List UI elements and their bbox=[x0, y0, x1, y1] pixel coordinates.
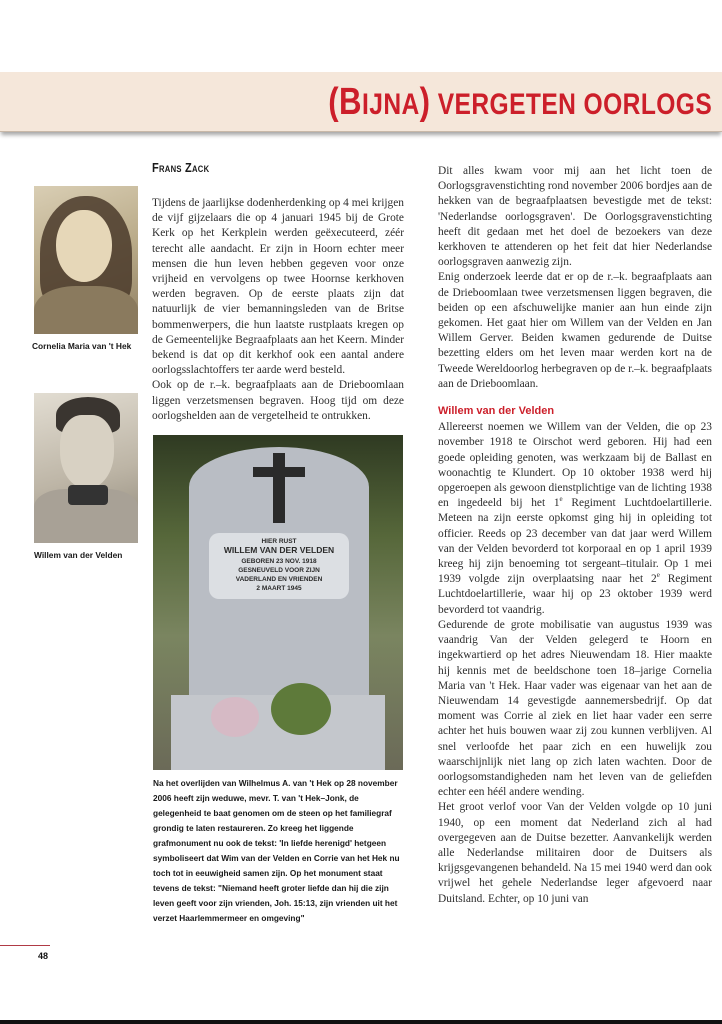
portrait-cornelia-photo bbox=[34, 186, 138, 334]
title-band bbox=[0, 72, 722, 132]
gravestone-plaque bbox=[209, 533, 349, 599]
text-run: Regiment Luchtdoelartillerie. Meteen na zijn eerste opkomst ging hij in opleiding tot officier. Reeds op 23 december van dat jaar werd Willem van der Velden bevorderd tot korporaal en op 1 april 1939 kreeg hij zijn benoeming tot sergeant–titulair. Op 1 mei 1939 volgde zijn overplaatsing naar het 2 bbox=[438, 497, 712, 586]
gravestone-photo bbox=[153, 435, 403, 770]
text-run: Allereerst noemen we Willem van der Velden, die op 23 november 1918 te Oirschot werd geboren. Hij had een goede opleiding genoten, was werkzaam bij de Ballast en woonachtig te Klundert. Op 10 oktober 1938 werd hij opgeroepen als gewoon dienstplichtige van de lichting 1938 en ingedeeld bij het 1 bbox=[438, 421, 712, 510]
text-run: Regiment Luchtdoelartillerie, waar hij op 23 oktober 1939 werd bevorderd tot vaandrig. bbox=[438, 573, 712, 616]
title-word: IJNA bbox=[361, 88, 420, 121]
bottom-edge bbox=[0, 1020, 722, 1024]
gravestone-text: VADERLAND EN VRIENDEN bbox=[235, 576, 323, 583]
portrait-willem-caption: Willem van der Velden bbox=[34, 550, 123, 560]
body-paragraph: Gedurende de grote mobilisatie van augustus 1939 was vaandrig Van der Velden gelegerd te Hoorn en ingekwartierd op het adres Nieuwendam 18. Hier maakte hij kennis met de beeldschone toen 18–jarige Cornelia Maria van 't Hek. Haar vader was eigenaar van het aan de Nieuwendam 14 gevestigde aannemersbedrijf. Op dat moment was Corrie al ziek en liet haar vader een serre achter het huis bouwen waar zij zou kunnen verblijven. Al snel verloofde het paar zich en een huwelijk zou waarschijnlijk niet lang op zich laten wachten. Door de oorlogsomstandigheden nam het leven van de geliefden echter een héél andere wending. bbox=[438, 618, 712, 799]
body-paragraph bbox=[438, 420, 712, 618]
gravestone-text: GEBOREN 23 NOV. 1918 bbox=[241, 558, 317, 565]
portrait-column bbox=[34, 186, 138, 560]
gravestone-text: GESNEUVELD VOOR ZIJN bbox=[238, 567, 320, 574]
page-number: 48 bbox=[38, 951, 49, 961]
body-paragraph: Dit alles kwam voor mij aan het licht toen de Oorlogsgravenstichting rond november 2006 bordjes aan de hekken van de begraafplaatsen bevestigde met de tekst: 'Nederlandse oorlogsgraven'. De Oorlogsgravenstichting heeft dit gedaan met het doel de bezoekers van deze kerkhoven te attenderen op het feit dat hier Nederlandse oorlogsgraven aanwezig zijn. bbox=[438, 165, 712, 269]
ordinal-sup: e bbox=[559, 495, 563, 504]
title-rest: VERGETEN OORLOGS bbox=[430, 88, 712, 121]
page-title bbox=[328, 80, 712, 127]
portrait-willem-photo bbox=[34, 393, 138, 543]
article-column-middle bbox=[152, 196, 404, 424]
article-column-right bbox=[438, 164, 712, 907]
body-paragraph: Het groot verlof voor Van der Velden volgde op 10 juni 1940, op een moment dat Nederland zich al had overgegeven aan de Duitse bezetter. Aanvankelijk werden alle Nederlandse militairen door de Duitsers als krijgsgevangenen behandeld. Na 15 mei 1940 werd dan ook vrijwel het gehele Nederlandse leger afgevoerd naar Duitsland. Echter, op 10 juni van bbox=[438, 801, 712, 905]
portrait-cornelia-caption: Cornelia Maria van 't Hek bbox=[32, 341, 132, 351]
gravestone-caption: Na het overlijden van Wilhelmus A. van 't Hek op 28 november 2006 heeft zijn weduwe, mevr. T. van 't Hek–Jonk, de gelegenheid te baat genomen om de steen op het familiegraf grondig te laten restaureren. Zo kreeg het liggende grafmonument nu ook de tekst: 'In liefde herenigd' hetgeen symboliseert dat Wim van der Velden en Corrie van het Hek nu toch tot in eeuwigheid samen zijn. Op het monument staat tevens de tekst: "Niemand heeft groter liefde dan hij die zijn leven geeft voor zijn vrienden, Joh. 15:13, zijn vrienden uit het verzet Haarlemmermeer en omgeving" bbox=[153, 778, 400, 923]
ordinal-sup: e bbox=[656, 571, 660, 580]
author-byline: Frans Zack bbox=[152, 160, 210, 175]
section-heading: Willem van der Velden bbox=[438, 405, 555, 418]
intro-paragraph: Ook op de r.–k. begraafplaats aan de Drieboomlaan liggen verzetsmensen begraven. Hoog tijd om deze oorlogshelden aan de vergetelheid te ontrukken. bbox=[152, 379, 404, 422]
gravestone-text: WILLEM VAN DER VELDEN bbox=[223, 545, 335, 555]
body-paragraph: Enig onderzoek leerde dat er op de r.–k. begraafplaats aan de Drieboomlaan twee verzetsmensen liggen begraven, die beiden op een afschuwelijke manier aan hun einde zijn gekomen. Het gaat hier om Willem van der Velden en Jan Willem Gerver. Beiden kwamen gedurende de Duitse bezetting elders om het leven maar werden kort na de Tweede Wereldoorlog herbegraven op de r.–k. begraafplaats aan de Drieboomlaan. bbox=[438, 271, 712, 390]
title-initial: B bbox=[338, 81, 362, 123]
footer-rule bbox=[0, 945, 50, 946]
title-paren: ) bbox=[419, 81, 431, 123]
gravestone-text: 2 MAART 1945 bbox=[256, 585, 302, 592]
gravestone-text: HIER RUST bbox=[261, 538, 297, 545]
title-paren: ( bbox=[328, 81, 339, 123]
intro-paragraph: Tijdens de jaarlijkse dodenherdenking op 4 mei krijgen de vijf gijzelaars die op 4 januari 1945 bij de Grote Kerk op het Kerkplein werden geëxecuteerd, zéér terecht alle aandacht. Er zijn in Hoorn echter meer mensen die hun leven hebben gegeven voor onze vrijheid en vervolgens op twee Hoornse kerkhoven werden begraven. Op de eerste plaats zijn dat natuurlijk de vier bemanningsleden van de Britse bommenwerpers, die hun laatste rustplaats kregen op de Gemeentelijke Begraafplaats aan het Keern. Minder bekend is dat op dit kerkhof ook een aantal andere oorlogsslachtoffers ter aarde werd besteld. bbox=[152, 197, 404, 377]
